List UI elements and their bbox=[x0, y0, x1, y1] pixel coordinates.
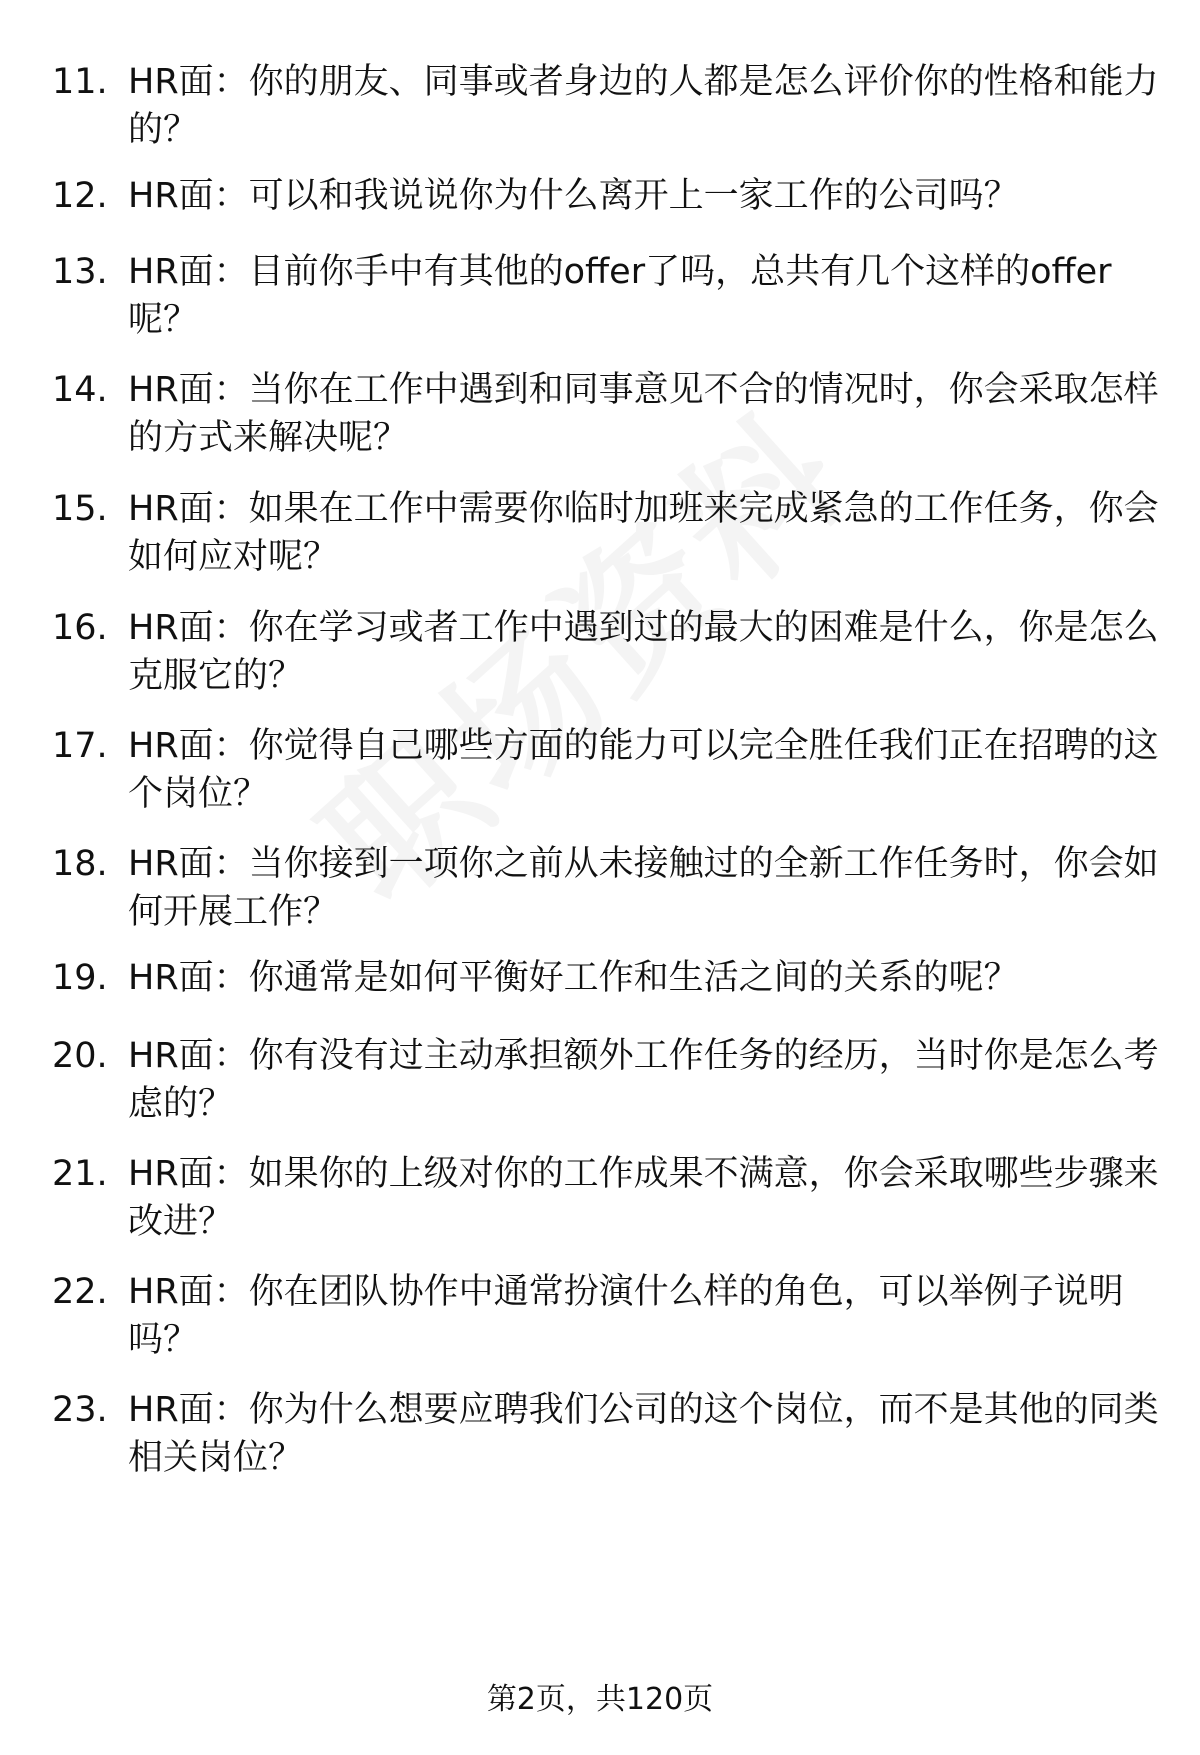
question-number: 17. bbox=[52, 726, 108, 766]
question-text: HR面：如果你的上级对你的工作成果不满意，你会采取哪些步骤来改进？ bbox=[128, 1154, 1159, 1242]
question-text: HR面：如果在工作中需要你临时加班来完成紧急的工作任务，你会如何应对呢？ bbox=[128, 489, 1159, 577]
question-number: 23. bbox=[52, 1390, 108, 1430]
question-item bbox=[52, 1150, 1162, 1246]
question-text: HR面：可以和我说说你为什么离开上一家工作的公司吗？ bbox=[128, 176, 1019, 216]
question-number: 14. bbox=[52, 370, 108, 410]
question-number: 22. bbox=[52, 1272, 108, 1312]
question-number: 12. bbox=[52, 176, 108, 216]
question-text: HR面：你觉得自己哪些方面的能力可以完全胜任我们正在招聘的这个岗位？ bbox=[128, 726, 1159, 814]
question-item bbox=[52, 722, 1162, 818]
question-text: HR面：目前你手中有其他的offer了吗，总共有几个这样的offer呢？ bbox=[128, 252, 1112, 340]
question-item bbox=[52, 485, 1162, 581]
question-number: 15. bbox=[52, 489, 108, 529]
question-item bbox=[52, 1032, 1162, 1128]
question-item bbox=[52, 1268, 1162, 1364]
question-item bbox=[52, 604, 1162, 700]
question-number: 13. bbox=[52, 252, 108, 292]
question-number: 19. bbox=[52, 958, 108, 998]
question-item bbox=[52, 172, 1162, 220]
question-text: HR面：你为什么想要应聘我们公司的这个岗位，而不是其他的同类相关岗位？ bbox=[128, 1390, 1159, 1478]
question-number: 21. bbox=[52, 1154, 108, 1194]
question-item bbox=[52, 840, 1162, 936]
question-text: HR面：你在团队协作中通常扮演什么样的角色，可以举例子说明吗？ bbox=[128, 1272, 1124, 1360]
question-number: 20. bbox=[52, 1036, 108, 1076]
question-number: 11. bbox=[52, 62, 108, 102]
question-item bbox=[52, 248, 1162, 344]
question-item bbox=[52, 1386, 1162, 1482]
question-text: HR面：当你接到一项你之前从未接触过的全新工作任务时，你会如何开展工作？ bbox=[128, 844, 1159, 932]
page-number: 第2页，共120页 bbox=[486, 1682, 714, 1717]
question-text: HR面：你通常是如何平衡好工作和生活之间的关系的呢？ bbox=[128, 958, 1019, 998]
question-item bbox=[52, 58, 1162, 154]
question-number: 18. bbox=[52, 844, 108, 884]
question-text: HR面：你的朋友、同事或者身边的人都是怎么评价你的性格和能力的？ bbox=[128, 62, 1159, 150]
question-item bbox=[52, 954, 1162, 1002]
question-text: HR面：你有没有过主动承担额外工作任务的经历，当时你是怎么考虑的？ bbox=[128, 1036, 1159, 1124]
question-text: HR面：你在学习或者工作中遇到过的最大的困难是什么，你是怎么克服它的？ bbox=[128, 608, 1159, 696]
question-text: HR面：当你在工作中遇到和同事意见不合的情况时，你会采取怎样的方式来解决呢？ bbox=[128, 370, 1159, 458]
question-number: 16. bbox=[52, 608, 108, 648]
question-item bbox=[52, 366, 1162, 462]
